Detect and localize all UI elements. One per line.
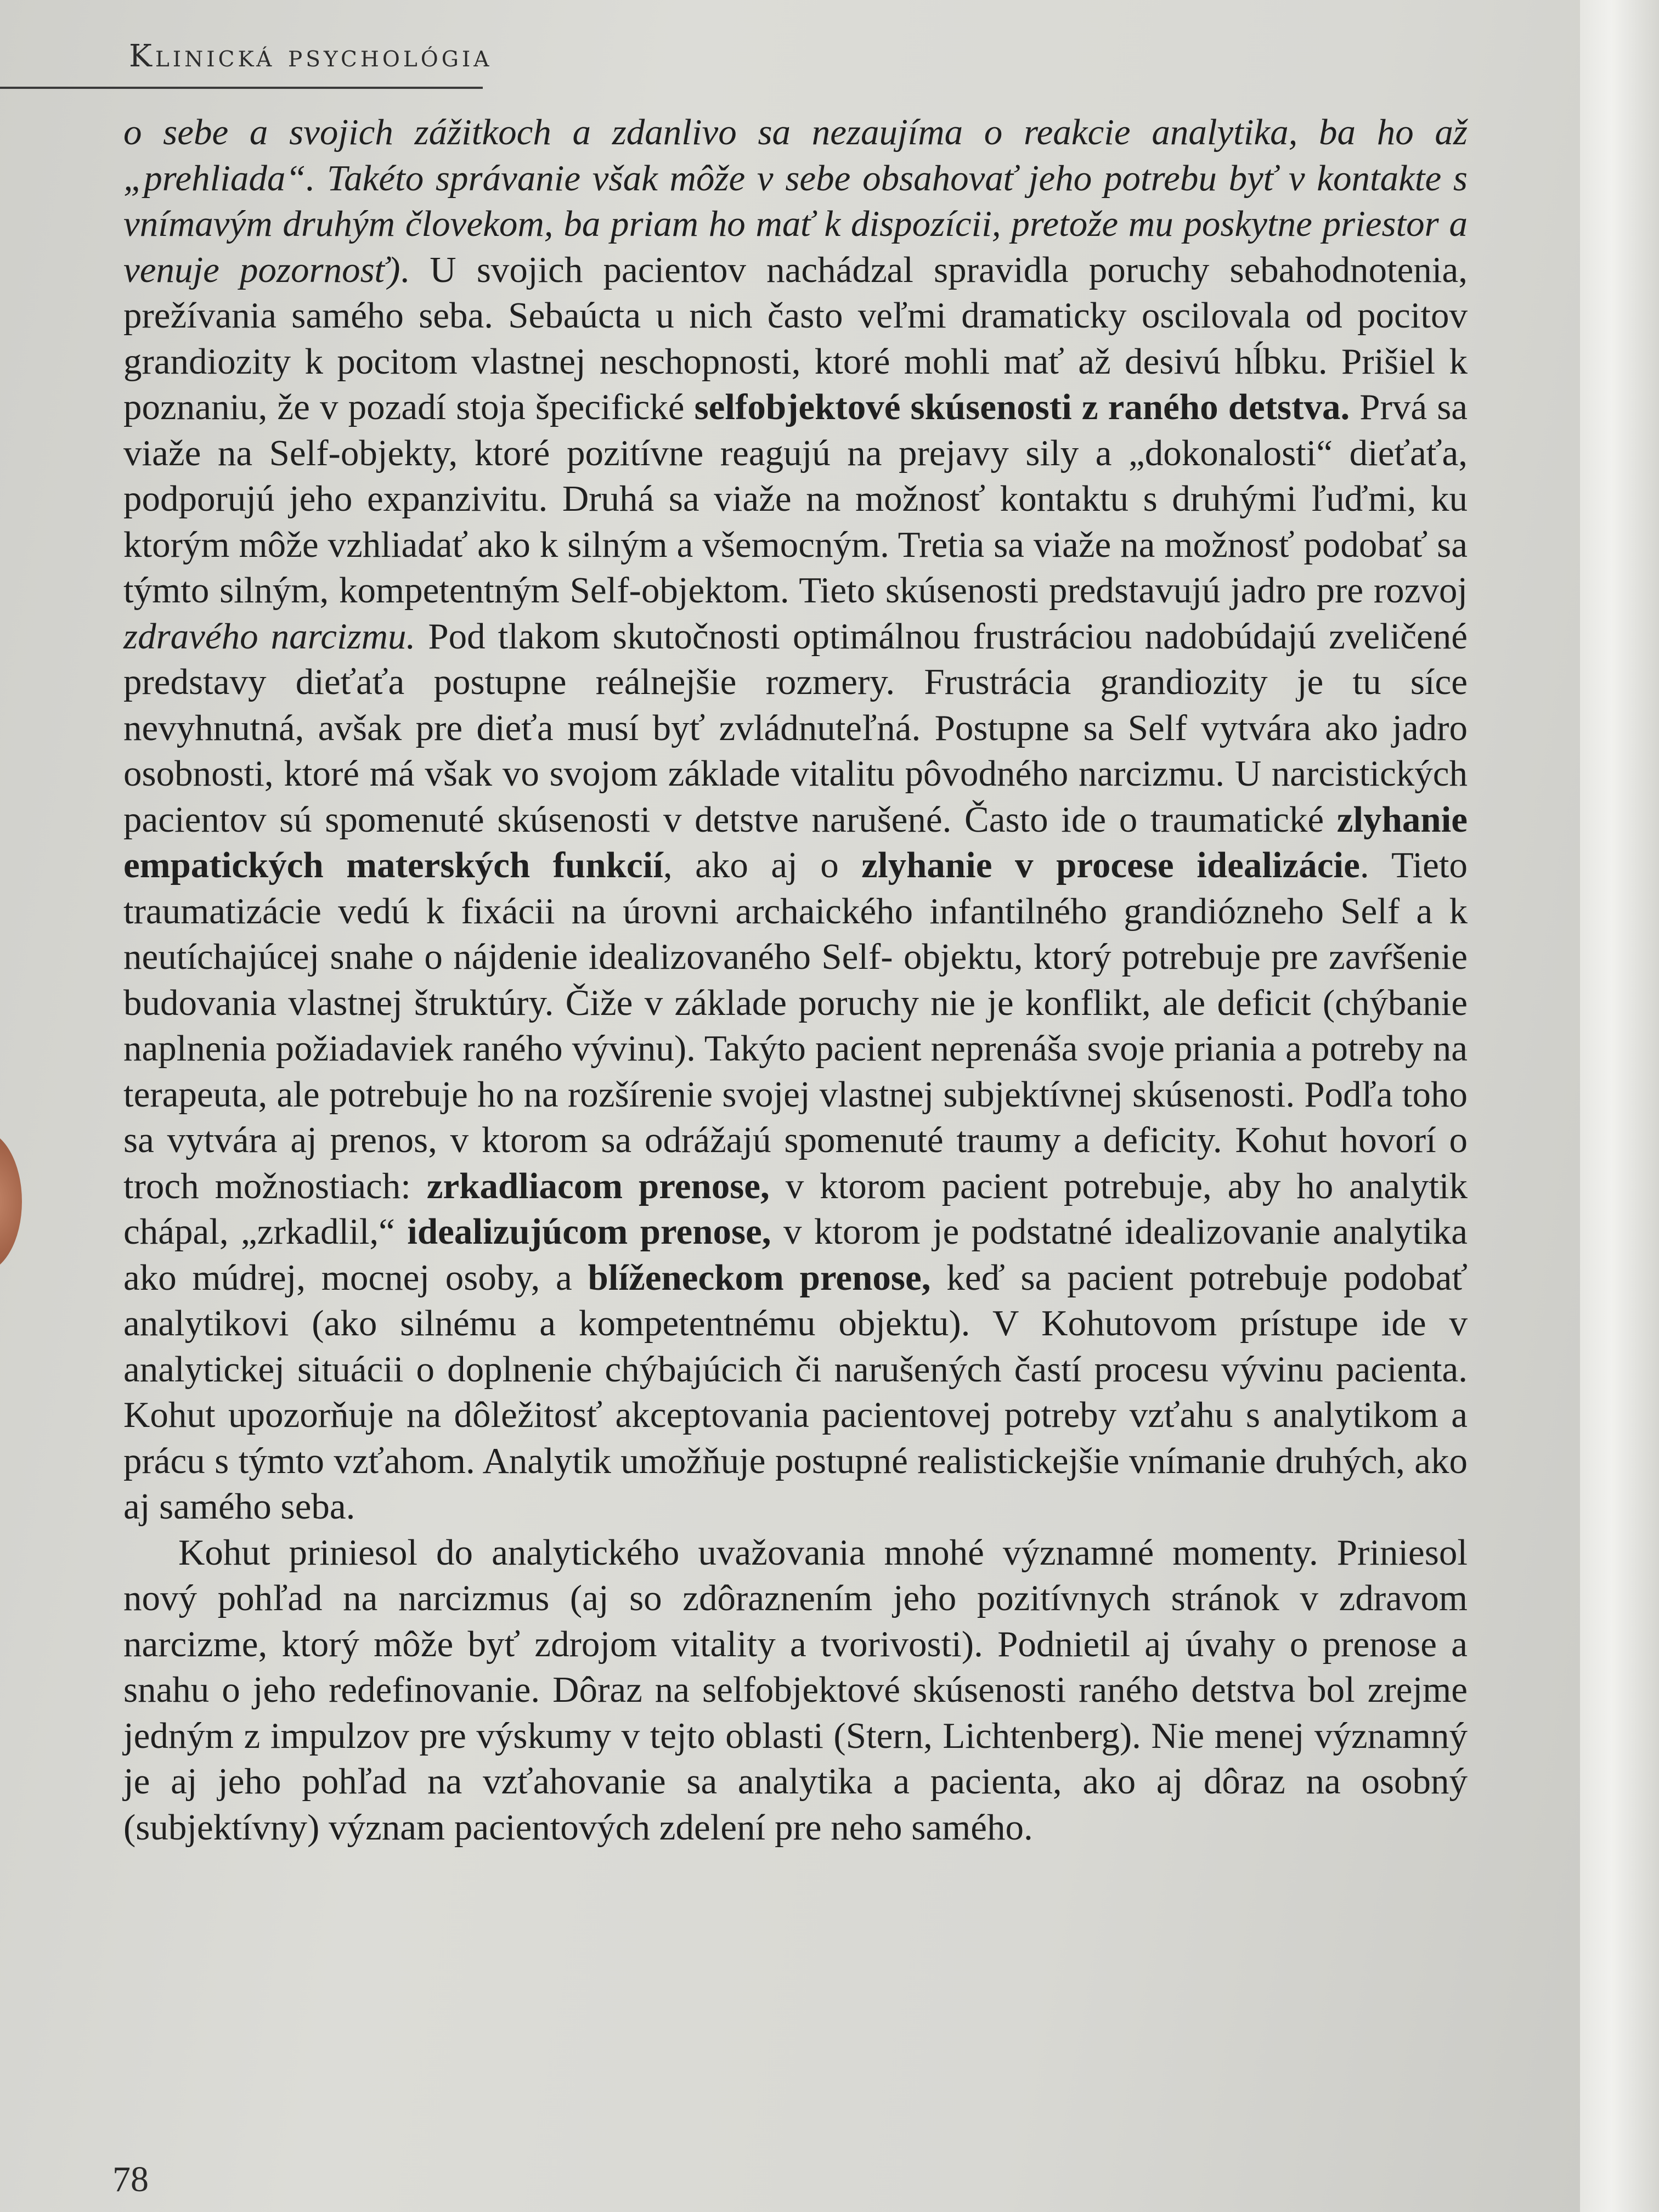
bold-text-run: selfobjektové skúsenosti z raného detstva. (694, 387, 1350, 427)
finger-shadow (0, 1130, 22, 1273)
text-run: , ako aj o (663, 845, 862, 885)
bold-text-run: blíženeckom prenose, (588, 1257, 931, 1298)
bold-text-run: zlyhanie empatických materských funkcií (123, 799, 1468, 885)
italic-text-run: o sebe a svojich zážitkoch a zdanlivo sa nezaujíma o reakcie analytika, ba ho až „prehliada“. Takéto správanie však môže v sebe obsahovať jeho potrebu byť v kontakte s vnímavým druhým človekom, ba priam ho mať k dispozícii, pretože mu poskytne priestor a venuje pozornosť) (123, 112, 1468, 290)
text-run: v ktorom pacient potrebuje, aby ho analytik chápal, „zrkadlil,“ (123, 1165, 1468, 1252)
text-run: Pod tlakom skutočnosti optimálnou frustráciou nadobúdajú zveličené predstavy dieťaťa postupne reálnejšie rozmery. Frustrácia grandiozity je tu síce nevyhnutná, avšak pre dieťa musí byť zvládnuteľná. Postupne sa Self vytvára ako jadro osobnosti, ktoré má však vo svojom základe vitalitu pôvodného narcizmu. U narcistických pacientov sú spomenuté skúsenosti v detstve narušené. Často ide o traumatické (123, 616, 1468, 840)
text-run: . Tieto traumatizácie vedú k fixácii na úrovni archaického infantilného grandiózneho Self a k neutíchajúcej snahe o nájdenie idealizovaného Self- objektu, ktorý potrebuje pre zavŕšenie budovania vlastnej štruktúry. Čiže v základe poruchy nie je konflikt, ale deficit (chýbanie naplnenia požiadaviek raného vývinu). Takýto pacient neprenáša svoje priania a potreby na terapeuta, ale potrebuje ho na rozšírenie svojej vlastnej subjektívnej skúsenosti. Podľa toho sa vytvára aj prenos, v ktorom sa odrážajú spomenuté traumy a deficity. Kohut hovorí o troch možnostiach: (123, 845, 1468, 1206)
paragraph (123, 110, 1468, 1530)
text-run: Prvá sa viaže na Self-objekty, ktoré pozitívne reagujú na prejavy sily a „dokonalosti“ dieťaťa, podporujú jeho expanzivitu. Druhá sa viaže na možnosť kontaktu s druhými ľuďmi, ku ktorým môže vzhliadať ako k silným a všemocným. Tretia sa viaže na možnosť podobať sa týmto silným, kompetentným Self-objektom. Tieto skúsenosti predstavujú jadro pre rozvoj (123, 387, 1468, 611)
text-run: v ktorom je podstatné idealizovanie analytika ako múdrej, mocnej osoby, a (123, 1211, 1468, 1298)
bold-text-run: idealizujúcom prenose, (407, 1211, 771, 1252)
text-run: Kohut priniesol do analytického uvažovania mnohé významné momenty. Priniesol nový pohľad na narcizmus (aj so zdôraznením jeho pozitívnych stránok v zdravom narcizme, ktorý môže byť zdrojom vitality a tvorivosti). Podnietil aj úvahy o prenose a snahu o jeho redefinovanie. Dôraz na selfobjektové skúsenosti raného detstva bol zrejme jedným z impulzov pre výskumy v tejto oblasti (Stern, Lichtenberg). Nie menej významný je aj jeho pohľad na vzťahovanie sa analytika a pacienta, ako aj dôraz na osobný (subjektívny) význam pacientových zdelení pre neho samého. (123, 1532, 1468, 1848)
text-run: . U svojich pacientov nachádzal spravidla poruchy sebahodnotenia, prežívania samého seba. Sebaúcta u nich často veľmi dramaticky oscilovala od pocitov grandiozity k pocitom vlastnej neschopnosti, ktoré mohli mať až desivú hĺbku. Prišiel k poznaniu, že v pozadí stoja špecifické (123, 249, 1468, 427)
body-text (123, 110, 1468, 1850)
italic-text-run: zdravého narcizmu. (123, 616, 416, 657)
text-run: keď sa pacient potrebuje podobať analytikovi (ako silnému a kompetentnému objektu). V Kohutovom prístupe ide v analytickej situácii o doplnenie chýbajúcich či narušených častí procesu vývinu pacienta. Kohut upozorňuje na dôležitosť akceptovania pacientovej potreby vzťahu s analytikom a prácu s týmto vzťahom. Analytik umožňuje postupné realistickejšie vnímanie druhých, ako aj samého seba. (123, 1257, 1468, 1527)
bold-text-run: zlyhanie v procese idealizácie (861, 845, 1360, 885)
running-header: Klinická psychológia (129, 38, 493, 74)
page-number: 78 (112, 2159, 149, 2199)
bold-text-run: zrkadliacom prenose, (426, 1165, 770, 1206)
page-edge (1580, 0, 1659, 2212)
paragraph (123, 1530, 1468, 1851)
header-rule (0, 87, 483, 89)
